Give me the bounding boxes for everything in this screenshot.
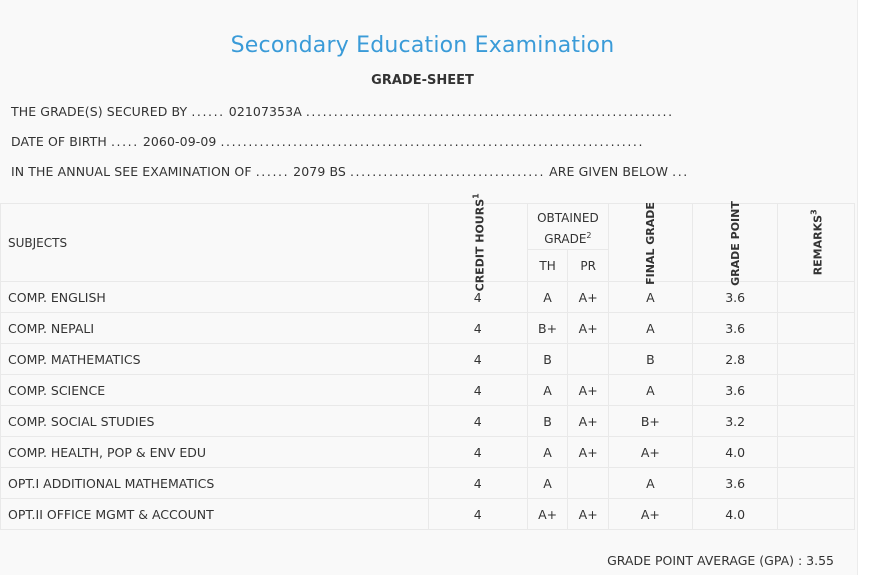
credit-cell: 4 bbox=[428, 375, 527, 406]
secured-label: THE GRADE(S) SECURED BY bbox=[11, 104, 188, 119]
grades-table bbox=[0, 192, 855, 530]
credit-cell: 4 bbox=[428, 344, 527, 375]
subject-cell: COMP. NEPALI bbox=[1, 313, 429, 344]
dot-leader: ............................................................................ bbox=[220, 134, 645, 149]
pr-header: PR bbox=[568, 250, 609, 282]
final-grade-cell: B+ bbox=[608, 406, 692, 437]
pr-grade-cell bbox=[568, 344, 609, 375]
grade-point-cell: 3.2 bbox=[692, 406, 778, 437]
exam-year: 2079 BS bbox=[293, 164, 346, 179]
dot-leader: ................................... bbox=[349, 164, 546, 179]
remarks-cell bbox=[778, 344, 855, 375]
given-below-label: ARE GIVEN BELOW bbox=[549, 164, 669, 179]
table-row bbox=[1, 499, 855, 530]
grade-point-cell: 3.6 bbox=[692, 313, 778, 344]
symbol-number: 02107353A bbox=[228, 104, 302, 119]
credit-cell: 4 bbox=[428, 313, 527, 344]
final-grade-cell: A bbox=[608, 468, 692, 499]
gpa-summary: GRADE POINT AVERAGE (GPA) : 3.55 bbox=[607, 553, 834, 568]
subject-cell: OPT.I ADDITIONAL MATHEMATICS bbox=[1, 468, 429, 499]
remarks-cell bbox=[778, 406, 855, 437]
pr-grade-cell: A+ bbox=[568, 437, 609, 468]
subjects-header: SUBJECTS bbox=[1, 204, 429, 282]
subject-cell: OPT.II OFFICE MGMT & ACCOUNT bbox=[1, 499, 429, 530]
dob-line bbox=[11, 134, 644, 149]
pr-grade-cell: A+ bbox=[568, 313, 609, 344]
table-row bbox=[1, 282, 855, 313]
pr-grade-cell: A+ bbox=[568, 375, 609, 406]
final-grade-cell: A bbox=[608, 282, 692, 313]
table-row bbox=[1, 406, 855, 437]
grade-point-cell: 2.8 bbox=[692, 344, 778, 375]
final-grade-cell: A bbox=[608, 313, 692, 344]
exam-title: Secondary Education Examination bbox=[230, 33, 615, 58]
dob-value: 2060-09-09 bbox=[142, 134, 217, 149]
pr-grade-cell bbox=[568, 468, 609, 499]
subject-cell: COMP. HEALTH, POP & ENV EDU bbox=[1, 437, 429, 468]
table-row bbox=[1, 313, 855, 344]
credit-cell: 4 bbox=[428, 437, 527, 468]
exam-line bbox=[11, 164, 689, 179]
obtained-grade-header: OBTAINED GRADE$^2$ bbox=[527, 204, 608, 250]
th-grade-cell: B bbox=[527, 344, 568, 375]
dot-leader: ...... bbox=[191, 104, 225, 119]
credit-cell: 4 bbox=[428, 499, 527, 530]
th-grade-cell: A bbox=[527, 282, 568, 313]
th-grade-cell: A bbox=[527, 375, 568, 406]
th-grade-cell: B bbox=[527, 406, 568, 437]
th-grade-cell: A+ bbox=[527, 499, 568, 530]
credit-hours-header: CREDIT HOURS$^1$ bbox=[428, 204, 527, 282]
remarks-cell bbox=[778, 468, 855, 499]
th-grade-cell: A bbox=[527, 437, 568, 468]
dot-leader: ..... bbox=[110, 134, 139, 149]
remarks-header: REMARKS$^3$ bbox=[778, 204, 855, 282]
table-row bbox=[1, 468, 855, 499]
grade-point-cell: 3.6 bbox=[692, 468, 778, 499]
remarks-cell bbox=[778, 499, 855, 530]
remarks-cell bbox=[778, 282, 855, 313]
subject-cell: COMP. SCIENCE bbox=[1, 375, 429, 406]
remarks-cell bbox=[778, 375, 855, 406]
pr-grade-cell: A+ bbox=[568, 499, 609, 530]
subject-cell: COMP. ENGLISH bbox=[1, 282, 429, 313]
table-row bbox=[1, 437, 855, 468]
dot-leader: ...... bbox=[255, 164, 290, 179]
exam-label: IN THE ANNUAL SEE EXAMINATION OF bbox=[11, 164, 252, 179]
secured-by-line bbox=[11, 104, 674, 119]
final-grade-cell: A+ bbox=[608, 499, 692, 530]
final-grade-cell: A bbox=[608, 375, 692, 406]
th-grade-cell: A bbox=[527, 468, 568, 499]
th-grade-cell: B+ bbox=[527, 313, 568, 344]
final-grade-header: FINAL GRADE bbox=[608, 204, 692, 282]
remarks-cell bbox=[778, 313, 855, 344]
pr-grade-cell: A+ bbox=[568, 406, 609, 437]
credit-cell: 4 bbox=[428, 406, 527, 437]
table-row bbox=[1, 375, 855, 406]
th-header: TH bbox=[527, 250, 568, 282]
credit-cell: 4 bbox=[428, 282, 527, 313]
final-grade-cell: A+ bbox=[608, 437, 692, 468]
credit-cell: 4 bbox=[428, 468, 527, 499]
remarks-cell bbox=[778, 437, 855, 468]
grade-point-cell: 3.6 bbox=[692, 375, 778, 406]
subject-cell: COMP. MATHEMATICS bbox=[1, 344, 429, 375]
final-grade-cell: B bbox=[608, 344, 692, 375]
subject-cell: COMP. SOCIAL STUDIES bbox=[1, 406, 429, 437]
pr-grade-cell: A+ bbox=[568, 282, 609, 313]
sheet-heading: GRADE-SHEET bbox=[371, 73, 474, 88]
dot-leader: ... bbox=[672, 164, 689, 179]
grade-point-header: GRADE POINT bbox=[692, 204, 778, 282]
table-row bbox=[1, 344, 855, 375]
grade-point-cell: 4.0 bbox=[692, 437, 778, 468]
dob-label: DATE OF BIRTH bbox=[11, 134, 107, 149]
grade-point-cell: 4.0 bbox=[692, 499, 778, 530]
grade-point-cell: 3.6 bbox=[692, 282, 778, 313]
dot-leader: .................................................................. bbox=[305, 104, 674, 119]
